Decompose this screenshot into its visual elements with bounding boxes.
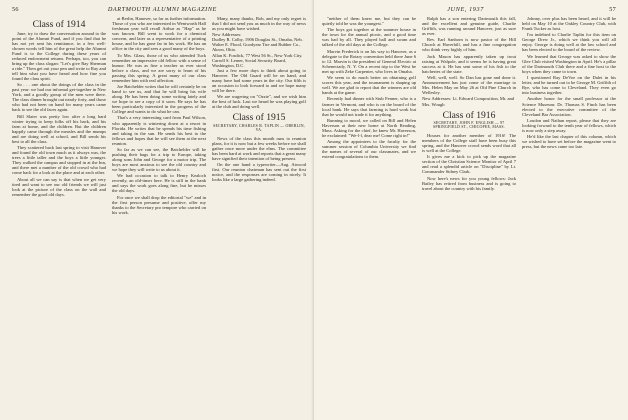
paragraph: I questioned Ray DeVoe on the Dalet in his letter, and he turned out to be George M. Griffith of Rye, who has come to Cleveland. They even go into business together. <box>522 75 616 96</box>
right-page <box>314 0 628 420</box>
paragraph: News of the class this month runs to reunion plans, for it is now but a few weeks before we shall gather once more under the elms. The committee has been hard at work and reports that a great many have signified their intention of being present. <box>212 135 306 161</box>
paragraph: On the one hand a typewriter—Aug. Atwood first. Our reunion chairman has sent out the first notice, and the responses are coming in nicely. It looks like a large gathering indeed. <box>212 161 306 183</box>
paragraph: June, try to draw the conversation around to the point of the Alumni Fund, and if you find that he has not yet sent his remittance, in a few well-chosen words tell him of the great help the Alumni Fund is to the College during these years of reduced endowment returns. Perhaps, too, you can bring up the class slogan: "Let's give Ray Sherman a ride." Then get out your pen and write to Ray and tell him what you have heard and how fine you found the class spirit. <box>12 30 106 81</box>
page-number: 57 <box>609 6 616 13</box>
address-line: Carroll S. Lerner, Social Security Board, Washington, D.C. <box>212 57 287 68</box>
paragraph: Among the appointees to the faculty for the summer session of Columbia University we find the names of several of our classmates, and we extend congratulations to them. <box>322 139 416 160</box>
left-running-head <box>12 6 306 13</box>
paragraph: Johnny, over plus has been heard, and it will be held on May 10 at the Oakley Country Club, with Frank Tucker as host. <box>522 16 616 32</box>
text-column <box>212 16 306 420</box>
running-title: DARTMOUTH ALUMNI MAGAZINE <box>107 6 217 13</box>
paragraph: He'd like the last chapter of this column, which we wished to have set before the magazine went to press, but the news came too late. <box>522 134 616 150</box>
class-heading: Class of 1915 <box>232 112 286 124</box>
address-line: Dudley R. Colby, 1906 Douglas St., Omaha, Neb. <box>212 37 303 43</box>
paragraph: So . . . one about the doings of the class in the past year: we had our informal get-together in New York, and a goodly group of the men were there. The class dinner brought out nearly forty, and those who had not been on hand for many years came back to see the old faces again. <box>12 82 106 113</box>
paragraph: Ralph has a son entering Dartmouth this fall, and the excellent and genuine guide, Charlie Griffith, was running around Hanover, just as sure as ever. <box>422 16 516 37</box>
paragraph: Well, well, well. So Dan has gone and done it. Announcement has just come of the marriage to Mrs. Helen May on May 26 at Old Pine Church in Wellesley. <box>422 75 516 96</box>
text-column <box>522 16 616 420</box>
address-line: New Addresses: Lt. Edward Composition, Mr. and Mrs. Wough <box>422 96 515 107</box>
right-running-head <box>322 6 616 13</box>
paragraph: The boys got together at the summer house in the town for the annual picnic, and a good time was had by all. They played ball and swam and talked of the old days at the College. <box>322 27 416 48</box>
class-secretary: SECRETARY, CHARLES R. TAPLIN — OBERLIN, VA. <box>213 123 305 133</box>
paragraph: About all we can say is that when we get very tired and want to see our old friends we will just look at the picture of the class on the wall and remember the good old days. <box>12 176 106 197</box>
class-heading: Class of 1916 <box>442 109 496 121</box>
paragraph: To Mrs. Glass, those of us who attended Tuck remember an impressive old fellow with a sense of humor. He was as fine a teacher as ever stood before a class, and we are sorry to learn of his passing this spring. A great many of our class remember him with real affection. <box>112 52 206 83</box>
paragraph: They scattered back last spring to visit Hanover and found the old town much as it always was, the trees a little taller and the boys a little younger. They walked the campus and stopped in at the Inn, and there met a number of the old crowd who had come back for a look at the place and at each other. <box>12 145 106 176</box>
address-line: Walter E. Flood, Goodyear Tire and Rubber Co., Akron, Ohio. <box>212 42 301 53</box>
text-column <box>12 16 106 420</box>
left-columns <box>12 16 306 420</box>
paragraph: Loudon and Nathan report, please that they are looking forward to the tenth year of fellows, which is now only a step away. <box>522 117 616 133</box>
text-column <box>322 16 416 420</box>
paragraph: We learned that George was asked to show the Glee Club visited Washington in April. He's a pillar of the Dartmouth Club there and a fine host to the boys when they came to town. <box>522 53 616 74</box>
paragraph: It gives me a kick to pick up the magazine section of the Christian Science Monitor of April 7 and read a splendid article on "Discipline" by Lt. Commander Sidney Clark. <box>422 154 516 175</box>
paragraph: Recently had dinner with Stub Fenner, who is a farmer in Vermont, and who is on the board of the local bank. He says that farming is hard work but that he would not trade it for anything. <box>322 96 416 117</box>
paragraph: Houses for another member of 1916! The members of the College staff have been busy this spring, and the Hanover crowd sends word that all is well at the College. <box>422 132 516 153</box>
running-title: JUNE, 1937 <box>447 6 484 13</box>
text-column <box>112 16 206 420</box>
paragraph: Now here's news for you young fellows: Jack Bailey has retired from business and is going to travel about the country with his family. <box>422 175 516 191</box>
paragraph: Rev. Earl Sanborn is now pastor of the Hill Church at Haverhill, and has a fine congregation who think very highly of him. <box>422 37 516 53</box>
address-line: Allan K. Fosdick, 77 West 56 St., New York City. <box>212 52 303 58</box>
paragraph: I'm indebted to Charlie Taplin for this item on George Drew Jr., which we think you will all enjoy. George is doing well at the law school and has been elected to the board of the review. <box>522 32 616 53</box>
paragraph: For once we shall drop the editorial "we" and in the first person presume and positive, offer my thanks to the Secretary pro tempore who carried on his work. <box>112 194 206 215</box>
paragraph: Many, many thanks, Bob, and my only regret is that I did not send you as much in the way of news as you might have wished. <box>212 16 306 32</box>
paragraph: "neither of them knew me, but they can be quietly told he was the youngest." <box>322 16 416 27</box>
class-heading: Class of 1914 <box>32 19 86 30</box>
paragraph: Running to mood, we called on Bill and Helen Haverson at their new home at North Reading, Mass. Asking for the chief, he knew Mr. Haverson, he exclaimed: "We-l-l, dear me! Come right in!" <box>322 117 416 138</box>
text-column <box>422 16 516 420</box>
paragraph: Just a few more days to think about going to Hanover. The Old Guard will be on hand, and many have had some years in the city. Our fifth is an occasion to look forward to and we hope many will be there. <box>212 67 306 93</box>
paragraph: Another honor for the small professor at the Science Museum: Dr. Thomas S. Finch has been elected to the executive committee of the Cleveland Bar Association. <box>522 96 616 117</box>
paragraph: So far as we can see, the Batchelder will be pushing their bags for a trip to Europe, taking along sons John and George for a motor trip. The boys are most anxious to see the old country and we hope they will write to us about it. <box>112 146 206 173</box>
right-columns <box>322 16 616 420</box>
paragraph: Jack Mason has apparently taken up trout raising at Walpole, and it seems he is having great success at it. He has sent some of his fish to the hatcheries of the state. <box>422 53 516 74</box>
paragraph: Bill Slater was pretty low after a long hard winter trying to keep folks off his back, and his farm at home, and the children. But the children happily came through the measles and the mumps and are doing well at school, and Bill sends his best to all the class. <box>12 113 106 144</box>
paragraph: at Berlin, Hanover, so far as further information. Those of you who are interested in Wentworth Hall freshman year will recall Arthur as "Hap" as he was known. Bill went to work for a chemical concern, and later as a representative of a printing house, and he has gone far in his work. He has an office in the city and sees a good many of the boys. <box>112 16 206 52</box>
paragraph: We seem to do much better on obtaining golf scores this year, and the tournament is shaping up well. We are glad to report that the winners are old hands at the game. <box>322 75 416 96</box>
page-number: 56 <box>12 6 19 13</box>
class-secretary: SECRETARY, JOHN F. ENGLISH — 97 SPRINGFIELD ST., CHICOPEE, MASS. <box>433 121 505 130</box>
paragraph: We are wagering on "Ozzie", and we wish him the best of luck. Last we heard he was playing golf at the club and doing well. <box>212 94 306 110</box>
paragraph: Marvin Frederick is on his way to Hanover, as a delegate to the Rotary convention held there June 6 to 12. Marvin is the president of General Electric at Schenectady, N. Y. On a recent trip to the West he met up with Zeke Carpenter, who lives in Omaha. <box>322 48 416 74</box>
paragraph: We had occasion to talk to Henry Kealoch recently, an old-timer here. He is still in the bank and says the work goes along fine, but he misses the old days. <box>112 173 206 194</box>
address-line: New Addresses: <box>212 32 242 38</box>
paragraph: That's a very interesting card from Paul Wilson, who apparently is wintering down at a resort in Florida. He writes that he spends his time fishing and taking in the sun. He sends his best to the fellows and hopes that he will see them at the next reunion. <box>112 115 206 146</box>
paragraph: Joe Batchelder writes that he will certainly be on hand to see us, and that he will bring his wife along. He has been doing some writing lately and we hope to see a copy of it soon. He says he has been particularly interested in the progress of the College and wants to do what he can. <box>112 83 206 115</box>
